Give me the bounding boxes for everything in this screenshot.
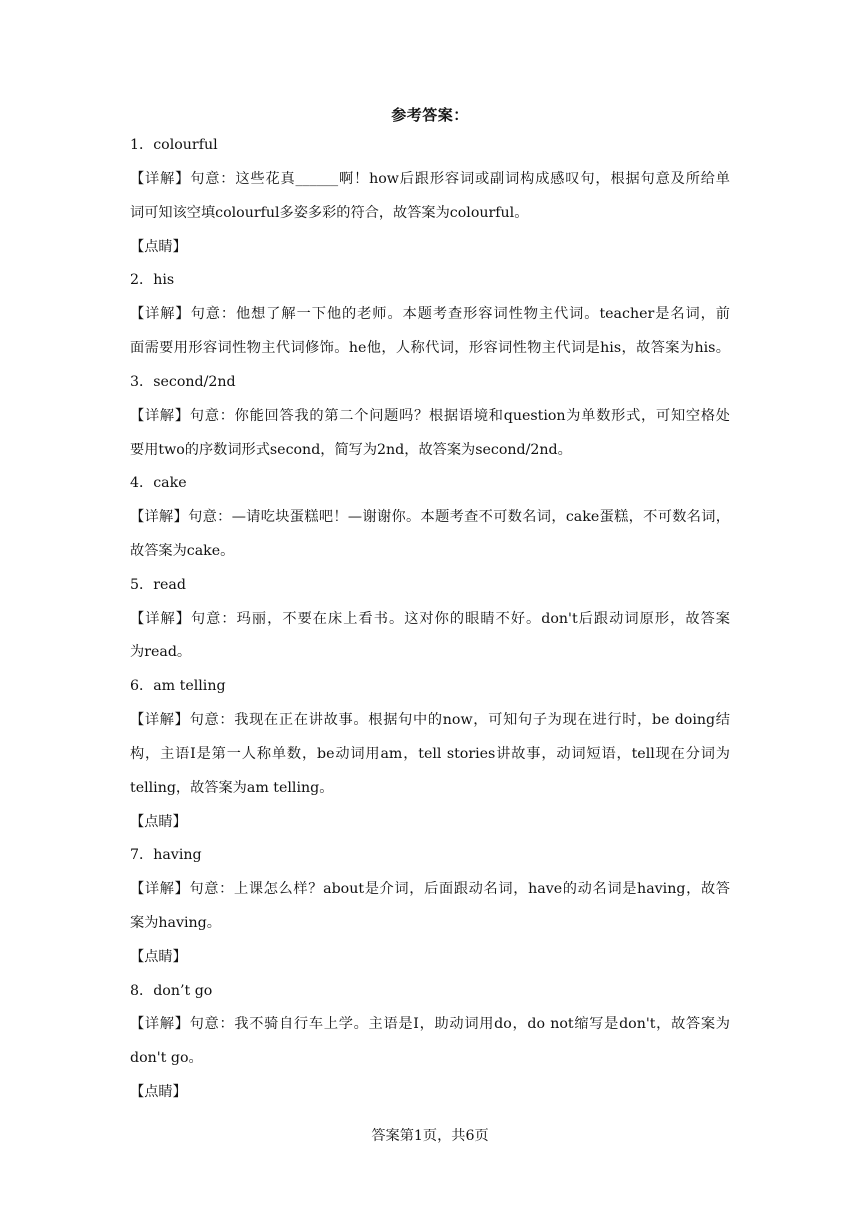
- answer-number: 1．colourful: [130, 137, 218, 153]
- explanation-line: telling，故答案为am telling。: [130, 780, 334, 796]
- explanation-line: 词可知该空填colourful多姿多彩的符合，故答案为colourful。: [130, 205, 529, 221]
- note-label: 【点睛】: [130, 814, 187, 830]
- answer-number: 5．read: [130, 577, 186, 593]
- note-label: 【点睛】: [130, 1084, 187, 1100]
- explanation-line: 【详解】句意：我现在正在讲故事。根据句中的now，可知句子为现在进行时，be doing结: [130, 712, 730, 728]
- explanation-line: 【详解】句意：你能回答我的第二个问题吗？根据语境和question为单数形式，可知空格处: [130, 408, 730, 424]
- explanation-line: don't go。: [130, 1050, 203, 1066]
- explanation-line: 构，主语I是第一人称单数，be动词用am，tell stories讲故事，动词短语，tell现在分词为: [130, 746, 730, 762]
- answer-number: 2．his: [130, 272, 175, 288]
- explanation-line: 【详解】句意：玛丽，不要在床上看书。这对你的眼睛不好。don't后跟动词原形，故答案: [130, 611, 730, 627]
- answer-number: 3．second/2nd: [130, 374, 236, 390]
- explanation-line: 要用two的序数词形式second，简写为2nd，故答案为second/2nd。: [130, 442, 572, 458]
- explanation-line: 【详解】句意：这些花真______啊！how后跟形容词或副词构成感叹句，根据句意及所给单: [130, 171, 730, 187]
- answer-number: 6．am telling: [130, 678, 226, 694]
- explanation-line: 【详解】句意：他想了解一下他的老师。本题考查形容词性物主代词。teacher是名词，前: [130, 306, 730, 322]
- answer-number: 8．don’t go: [130, 983, 213, 999]
- explanation-line: 【详解】句意：我不骑自行车上学。主语是I，助动词用do，do not缩写是don't，故答案为: [130, 1016, 730, 1032]
- note-label: 【点睛】: [130, 239, 187, 255]
- explanation-line: 面需要用形容词性物主代词修饰。he他，人称代词，形容词性物主代词是his，故答案为his。: [130, 340, 730, 356]
- answer-number: 7．having: [130, 847, 202, 863]
- page-title: 参考答案：: [391, 106, 469, 124]
- explanation-line: 案为having。: [130, 915, 221, 931]
- explanation-line: 为read。: [130, 644, 192, 660]
- explanation-line: 故答案为cake。: [130, 543, 235, 559]
- explanation-line: 【详解】句意：上课怎么样？about是介词，后面跟动名词，have的动名词是having，故答: [130, 881, 730, 897]
- answer-number: 4．cake: [130, 475, 187, 491]
- explanation-line: 【详解】句意：—请吃块蛋糕吧！—谢谢你。本题考查不可数名词，cake蛋糕，不可数名词，: [130, 509, 730, 525]
- note-label: 【点睛】: [130, 949, 187, 965]
- page-footer: 答案第1页，共6页: [371, 1128, 489, 1144]
